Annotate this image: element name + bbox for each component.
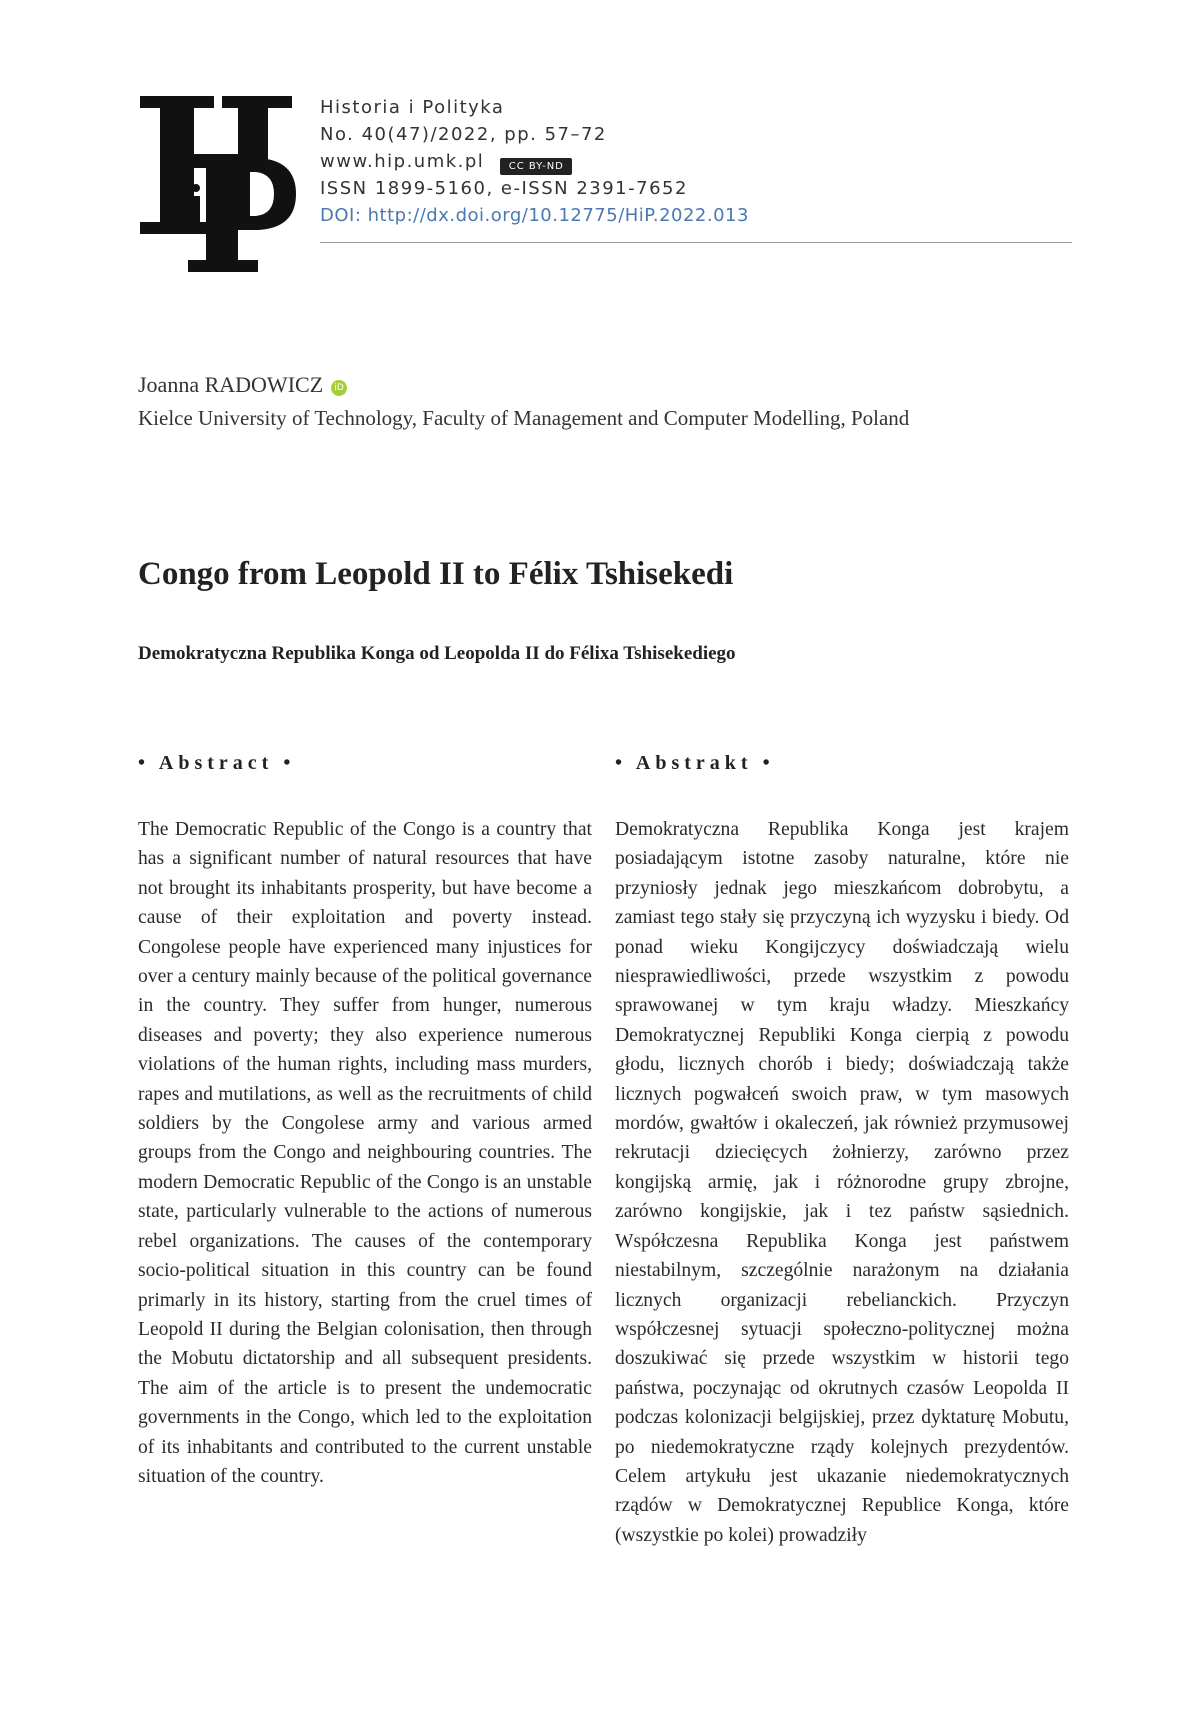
abstract-heading: • Abstract • [138,752,296,774]
journal-issue: No. 40(47)/2022, pp. 57–72 [320,124,607,145]
journal-issn: ISSN 1899-5160, e-ISSN 2391-7652 [320,178,688,199]
doi-link[interactable]: DOI: http://dx.doi.org/10.12775/HiP.2022.013 [320,205,749,226]
abstrakt-text: Demokratyczna Republika Konga jest krajem posiadającym istotne zasoby naturalne, które nie przyniosły jednak jego mieszkańcom dobrobytu, a zamiast tego stały się przyczyną ich wyzysku i biedy. Od ponad wieku Kongijczycy doświadczają wielu niesprawiedliwości, przede wszystkim z powodu sprawowanej w tym kraju władzy. Mieszkańcy Demokratycznej Republiki Konga cierpią z powodu głodu, licznych chorób i biedy; doświadczają także licznych pogwałceń swoich praw, w tym masowych mordów, gwałtów i okaleczeń, jak również przymusowej rekrutacji dziecięcych żołnierzy, zarówno przez kongijską armię, jak i różnorodne grupy zbrojne, zarówno kongijskie, jak i tez państw sąsiednich. Współczesna Republika Konga jest państwem niestabilnym, szczególnie narażonym na działania licznych organizacji rebelianckich. Przyczyn współczesnej sytuacji społeczno-politycznej można doszukiwać się przede wszystkim w historii tego państwa, poczynając od okrutnych czasów Leopolda II podczas kolonizacji belgijskiej, przez dyktaturę Mobutu, po niedemokratyczne rządy kolejnych prezydentów. Celem artykułu jest ukazanie niedemokratycznych rządów w Demokratycznej Republice Konga, które (wszystkie po kolei) prowadziły [615,819,1069,1546]
abstract-polish [615,752,1069,1550]
article-title: Congo from Leopold II to Félix Tshisekedi [138,556,734,592]
abstract-english [138,752,592,1491]
journal-logo [138,96,298,274]
cc-license-icon[interactable]: CC BY-ND [500,158,572,175]
abstract-text: The Democratic Republic of the Congo is a country that has a significant number of natural resources that have not brought its inhabitants prosperity, but have become a cause of their exploitation and poverty instead. Congolese people have experienced many injustices for over a century mainly because of the political governance in the country. They suffer from hunger, numerous diseases and poverty; they also experience numerous violations of the human rights, including mass murders, rapes and mutilations, as well as the recruitments of child soldiers by the Congolese army and various armed groups from the Congo and neighbouring countries. The modern Democratic Republic of the Congo is an unstable state, particularly vulnerable to the actions of numerous rebel organizations. The causes of the contemporary socio-political situation in this country can be found primarly in its history, starting from the cruel times of Leopold II during the Belgian colonisation, then through the Mobutu dictatorship and all subsequent presidents. The aim of the article is to present the undemocratic governments in the Congo, which led to the exploitation of its inhabitants and contributed to the current unstable situation of the country. [138,819,592,1487]
journal-website-line [320,148,749,175]
journal-name: Historia i Polityka [320,97,505,118]
header-divider [320,242,1072,243]
abstrakt-heading: • Abstrakt • [615,752,775,774]
journal-header [320,94,749,229]
author-affiliation: Kielce University of Technology, Faculty of Management and Computer Modelling, Poland [138,406,910,430]
author-name: Joanna RADOWICZ [138,372,324,397]
author-line [138,372,347,398]
orcid-icon[interactable]: iD [331,380,347,396]
journal-website[interactable]: www.hip.umk.pl [320,151,485,172]
article-subtitle-polish: Demokratyczna Republika Konga od Leopolda II do Félixa Tshisekediego [138,643,736,664]
